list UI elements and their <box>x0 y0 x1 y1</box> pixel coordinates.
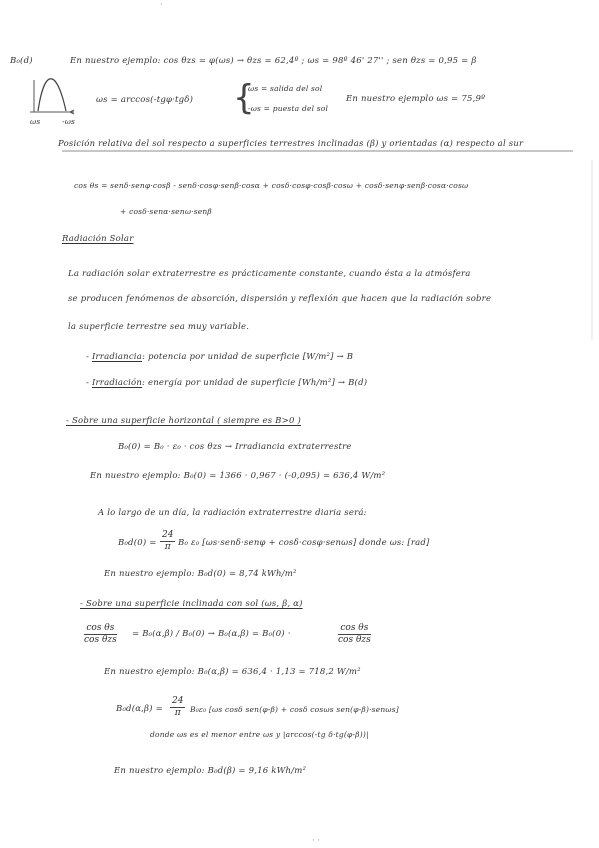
graph-tick-right: -ωs <box>62 117 76 126</box>
cos-equation-line2: + cosδ·senα·senω·senβ <box>120 207 212 216</box>
heading-inclined: - Sobre una superficie inclinada con sol (ωs, β, α) <box>80 599 303 609</box>
irradiance-text: : potencia por unidad de superficie [W/m²] → B <box>142 352 354 362</box>
ratio-num-right: cos θs <box>338 623 371 635</box>
ratio-den-right: cos θzs <box>338 635 371 645</box>
bdab-right: B₀ε₀ [ωs cosδ sen(φ-β) + cosδ cosωs sen(φ-β)·senωs] <box>190 705 399 714</box>
curly-brace: { <box>233 78 255 118</box>
bdab-frac-den: π <box>174 708 181 718</box>
example-horizontal: En nuestro ejemplo: B₀(0) = 1366 · 0,967 · (-0,095) = 636,4 W/m² <box>90 471 386 481</box>
graph-tick-left: ωs <box>30 117 41 126</box>
bd-frac-den: π <box>164 542 171 552</box>
ratio-fraction-left <box>84 623 117 646</box>
paragraph-line1: La radiación solar extraterrestre es prácticamente constante, cuando ésta a la atmósfera <box>68 269 471 279</box>
brace-bottom-note: -ωs = puesta del sol <box>248 104 329 113</box>
irradiation-def: - Irradiación: energía por unidad de superficie [Wh/m²] → B(d) <box>86 378 368 388</box>
irradiance-def: - Irradiancia: potencia por unidad de superficie [W/m²] → B <box>86 352 354 362</box>
donde-line: donde ωs es el menor entre ωs y |arccos(-tg δ·tg(φ-β))| <box>150 730 369 739</box>
paragraph-line3: la superficie terrestre sea muy variable. <box>68 322 250 332</box>
cos-equation-line1: cos θs = senδ·senφ·cosβ - senδ·cosφ·senβ·cosα + cosδ·cosφ·cosβ·cosω + cosδ·senφ·senβ·cosα·cosω <box>74 181 469 190</box>
irradiation-text: : energía por unidad de superficie [Wh/m²] → B(d) <box>142 378 368 388</box>
paragraph-line2: se producen fenómenos de absorción, dispersión y reflexión que hacen que la radiación sobre <box>68 294 492 304</box>
scan-speck: · <box>160 0 163 9</box>
margin-tag: B₀(d) <box>10 56 33 66</box>
ratio-fraction-right <box>338 623 371 646</box>
bdab-left: B₀d(α,β) = <box>116 704 163 714</box>
bd-frac-num: 24 <box>162 530 174 540</box>
scan-speck-bottom: · · <box>312 836 320 845</box>
b0-equation: B₀(0) = B₀ · ε₀ · cos θzs → Irradiancia extraterrestre <box>118 442 352 452</box>
ratio-den-left: cos θzs <box>84 635 117 645</box>
ws-equation: ωs = arccos(-tgφ·tgδ) <box>96 95 194 105</box>
bd-left: B₀d(0) = <box>118 538 157 548</box>
example-daily-inclined: En nuestro ejemplo: B₀d(β) = 9,16 kWh/m² <box>114 766 307 776</box>
bd-fraction <box>160 530 175 553</box>
heading-radiation: Radiación Solar <box>62 234 134 244</box>
daily-intro: A lo largo de un día, la radiación extraterrestre diaria será: <box>98 508 367 518</box>
brace-example: En nuestro ejemplo ωs = 75,9º <box>346 94 486 104</box>
heading-horizontal: - Sobre una superficie horizontal ( siempre es B>0 ) <box>66 416 301 426</box>
ratio-num-left: cos θs <box>84 623 117 635</box>
bdab-fraction <box>170 696 185 719</box>
bd-right: B₀ ε₀ [ωs·senδ·senφ + cosδ·cosφ·senωs] donde ωs: [rad] <box>178 538 430 548</box>
irradiation-term: Irradiación <box>91 378 143 388</box>
heading-position: Posición relativa del sol respecto a superficies terrestres inclinadas (β) y orientadas (α) respecto al sur <box>58 139 524 149</box>
example-inclined: En nuestro ejemplo: B₀(α,β) = 636,4 · 1,13 = 718,2 W/m² <box>104 667 361 677</box>
example-daily: En nuestro ejemplo: B₀d(0) = 8,74 kWh/m² <box>104 569 297 579</box>
example-line: En nuestro ejemplo: cos θzs = φ(ωs) → θzs = 62,4º ; ωs = 98º 46' 27'' ; sen θzs = 0,95 = β <box>70 56 477 66</box>
bdab-frac-num: 24 <box>172 696 184 706</box>
ratio-middle: = B₀(α,β) / B₀(0) → B₀(α,β) = B₀(0) · <box>132 629 291 639</box>
brace-top-note: ωs = salida del sol <box>248 84 323 93</box>
irradiance-term: Irradiancia <box>91 352 142 362</box>
